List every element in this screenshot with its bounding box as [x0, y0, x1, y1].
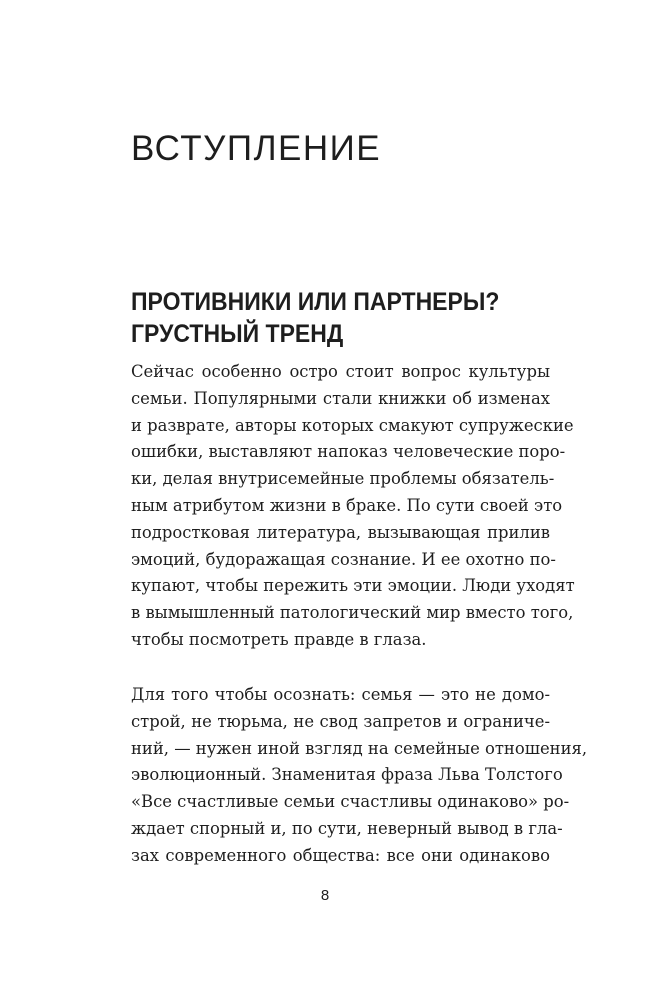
text-line: ждает спорный и, по сути, неверный вывод в гла- [131, 818, 563, 838]
text-line: Для того чтобы осознать: семья — это не домо- [131, 685, 550, 704]
paragraph-1 [131, 359, 575, 654]
chapter-title: ВСТУПЛЕНИЕ [131, 129, 382, 168]
text-line: и разврате, авторы которых смакуют супружеские [131, 415, 574, 435]
text-line: семьи. Популярными стали книжки об изменах [131, 388, 550, 408]
text-line: купают, чтобы пережить эти эмоции. Люди уходят [131, 576, 575, 596]
section-heading-line: ГРУСТНЫЙ ТРЕНД [131, 320, 344, 348]
text-line: эмоций, будоражащая сознание. И ее охотно по- [131, 549, 556, 569]
text-line: подростковая литература, вызывающая прилив [131, 522, 550, 542]
text-line: «Все счастливые семьи счастливы одинаково» ро- [131, 792, 570, 812]
page-number: 8 [320, 887, 330, 904]
text-line: ний, — нужен иной взгляд на семейные отношения, [131, 738, 588, 758]
paragraph-2 [131, 682, 588, 870]
text-line: зах современного общества: все они одинаково [131, 845, 550, 865]
text-line: эволюционный. Знаменитая фраза Льва Толстого [131, 765, 563, 785]
text-line: Сейчас особенно остро стоит вопрос культуры [131, 362, 550, 381]
text-line: ки, делая внутрисемейные проблемы обязатель- [131, 469, 555, 489]
text-line: ошибки, выставляют напоказ человеческие поро- [131, 442, 566, 462]
text-line: ным атрибутом жизни в браке. По сути своей это [131, 495, 563, 515]
section-heading-line: ПРОТИВНИКИ ИЛИ ПАРТНЕРЫ? [131, 288, 500, 316]
text-line: строй, не тюрьма, не свод запретов и ограниче- [131, 711, 550, 731]
text-line: чтобы посмотреть правде в глаза. [131, 629, 427, 649]
text-line: в вымышленный патологический мир вместо того, [131, 603, 574, 623]
section-heading [131, 286, 536, 350]
